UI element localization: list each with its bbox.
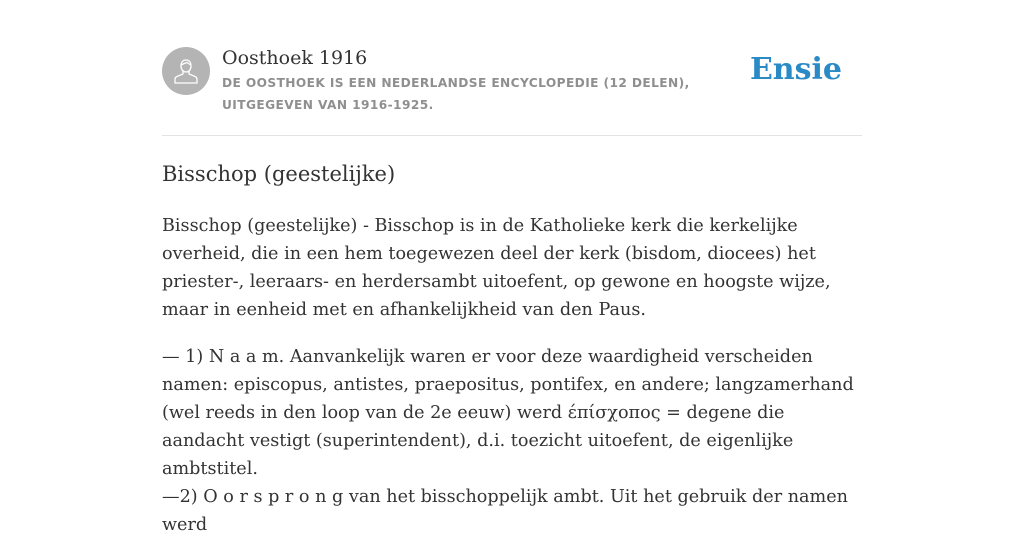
author-name[interactable]: Oosthoek 1916 xyxy=(222,47,368,69)
article-paragraph-2: — 1) N a a m. Aanvankelijk waren er voor deze waardigheid verscheiden namen: episcopus, antistes, praepositus, pontifex, en andere; langzamerhand (wel reeds in den loop van de 2e eeuw) werd έπίσχοπος = degene die aandacht vestigt (superintendent), d.i. toezicht uitoefent, de eigenlijke ambtstitel. xyxy=(162,347,854,479)
ensie-logo[interactable]: Ensie xyxy=(749,52,842,87)
article-container xyxy=(162,0,862,535)
article-paragraph-1: Bisschop (geestelijke) - Bisschop is in de Katholieke kerk die kerkelijke overheid, die in een hem toegewezen deel der kerk (bisdom, diocees) het priester-, leeraars- en herdersambt uitoefent, op gewone en hoogste wijze, maar in eenheid met en afhankelijkheid van den Paus. xyxy=(162,216,831,320)
article-paragraph-3: —2) O o r s p r o n g van het bisschoppelijk ambt. Uit het gebruik der namen werd xyxy=(162,487,848,535)
author-avatar[interactable] xyxy=(162,47,210,95)
author-header xyxy=(162,0,862,136)
user-icon xyxy=(173,57,199,85)
author-description: DE OOSTHOEK IS EEN NEDERLANDSE ENCYCLOPEDIE (12 DELEN), UITGEGEVEN VAN 1916-1925. xyxy=(222,76,690,112)
article-title: Bisschop (geestelijke) xyxy=(162,162,396,186)
